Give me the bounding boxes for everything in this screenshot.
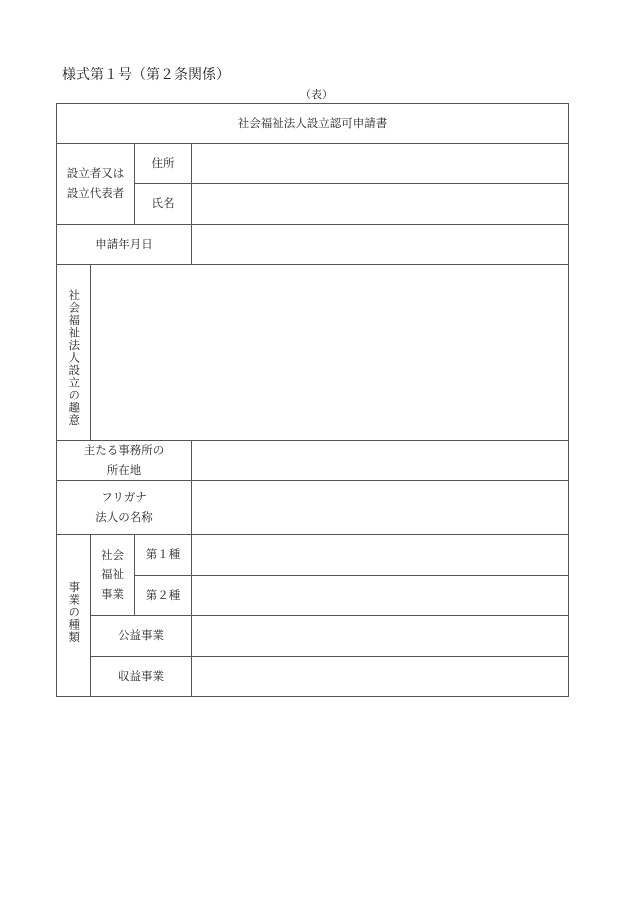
public-interest-label: 公益事業 bbox=[91, 616, 192, 657]
type1-field[interactable] bbox=[192, 535, 569, 576]
application-date-label: 申請年月日 bbox=[57, 225, 192, 265]
name-label: 氏名 bbox=[135, 184, 192, 225]
founder-label bbox=[57, 144, 135, 225]
business-types-label-cell bbox=[57, 535, 91, 697]
purpose-label: 社会福祉法人設立の趣意 bbox=[67, 289, 82, 427]
form-number: 様式第１号（第２条関係） bbox=[62, 67, 230, 83]
office-label-line2: 所在地 bbox=[106, 462, 142, 477]
founder-label-line1: 設立者又は bbox=[66, 166, 125, 181]
name-field[interactable] bbox=[192, 184, 569, 225]
profit-label: 収益事業 bbox=[91, 657, 192, 697]
type1-label: 第１種 bbox=[135, 535, 192, 576]
social-welfare-line2: 福祉 bbox=[101, 567, 124, 582]
application-form-table bbox=[56, 103, 569, 697]
founder-label-line2: 設立代表者 bbox=[66, 186, 125, 200]
corporation-name-label bbox=[57, 481, 192, 535]
purpose-field[interactable] bbox=[91, 265, 569, 441]
office-label bbox=[57, 441, 192, 481]
office-address-field[interactable] bbox=[192, 441, 569, 481]
address-field[interactable] bbox=[192, 144, 569, 184]
address-label: 住所 bbox=[135, 144, 192, 184]
office-label-line1: 主たる事務所の bbox=[83, 443, 165, 457]
corporation-name-label-text: 法人の名称 bbox=[95, 509, 153, 524]
form-title: 社会福祉法人設立認可申請書 bbox=[57, 104, 569, 144]
social-welfare-line3: 事業 bbox=[101, 586, 124, 601]
type2-label: 第２種 bbox=[135, 576, 192, 616]
application-date-field[interactable] bbox=[192, 225, 569, 265]
side-label: （表） bbox=[300, 88, 333, 101]
purpose-label-cell bbox=[57, 265, 91, 441]
furigana-label: フリガナ bbox=[101, 490, 147, 505]
corporation-name-field[interactable] bbox=[192, 481, 569, 535]
profit-field[interactable] bbox=[192, 657, 569, 697]
type2-field[interactable] bbox=[192, 576, 569, 616]
social-welfare-line1: 社会 bbox=[101, 547, 124, 562]
social-welfare-label bbox=[91, 535, 135, 616]
public-interest-field[interactable] bbox=[192, 616, 569, 657]
business-types-label: 事業の種類 bbox=[67, 581, 82, 644]
